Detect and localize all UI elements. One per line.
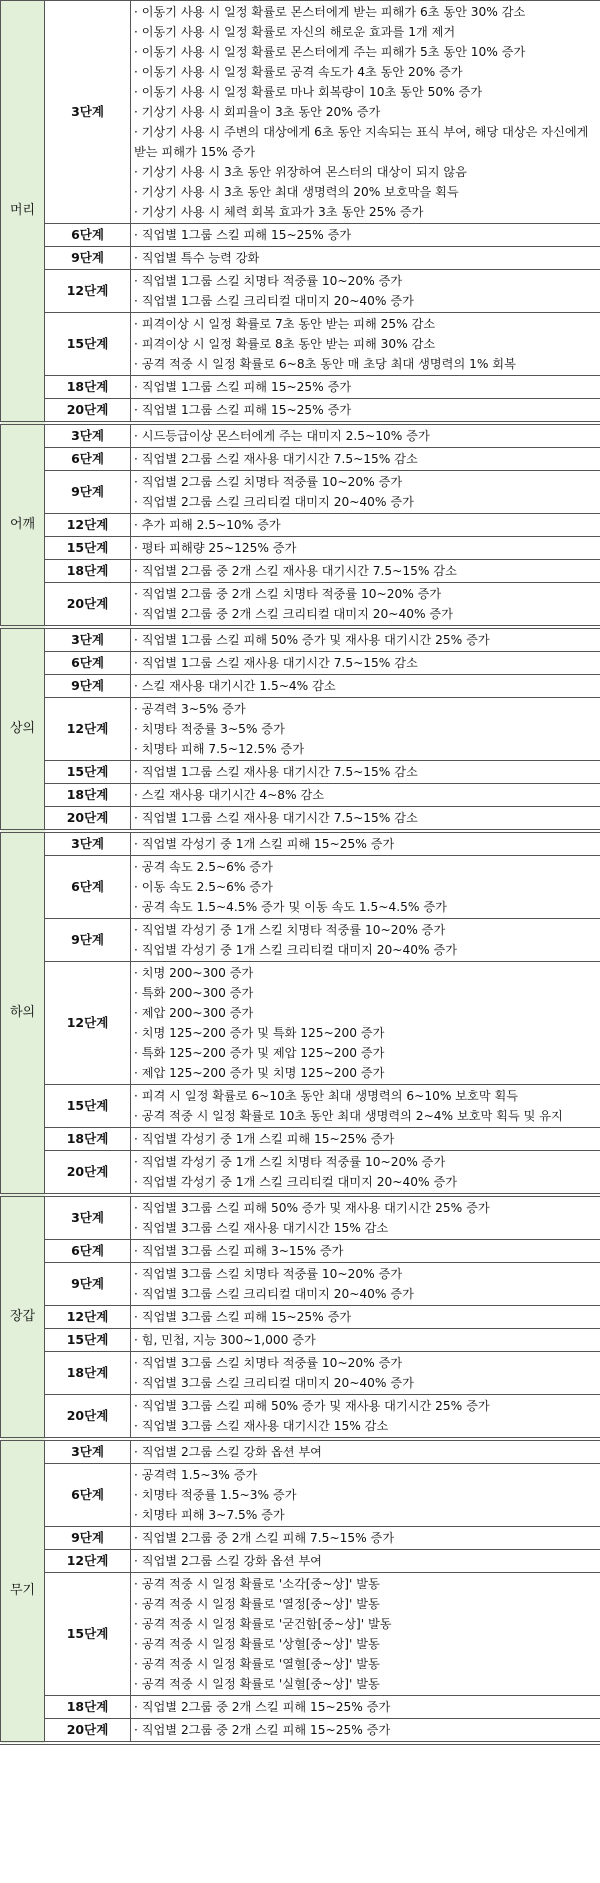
effect-line: · 직업별 2그룹 스킬 크리티컬 대미지 20~40% 증가 [134, 495, 414, 509]
effect-line: · 직업별 1그룹 스킬 재사용 대기시간 7.5~15% 감소 [134, 765, 418, 779]
effect-line: · 제압 200~300 증가 [134, 1006, 254, 1020]
table-row [1, 1329, 600, 1352]
effects-cell [131, 1329, 600, 1352]
enhancement-level: 18단계 [45, 1696, 131, 1719]
enhancement-level: 15단계 [45, 1085, 131, 1128]
table-row [1, 1085, 600, 1128]
enhancement-level: 18단계 [45, 1128, 131, 1151]
effect-line: · 직업별 2그룹 스킬 치명타 적중률 10~20% 증가 [134, 475, 403, 489]
table-row [1, 270, 600, 313]
table-row [1, 1151, 600, 1196]
effect-line: · 직업별 3그룹 스킬 크리티컬 대미지 20~40% 증가 [134, 1287, 414, 1301]
effects-cell [131, 1352, 600, 1395]
effect-line: · 치명타 적중률 3~5% 증가 [134, 722, 285, 736]
enhancement-level: 18단계 [45, 784, 131, 807]
enhancement-level: 15단계 [45, 1329, 131, 1352]
effect-line: · 직업별 2그룹 스킬 재사용 대기시간 7.5~15% 감소 [134, 452, 418, 466]
effect-line: · 공격 적중 시 일정 확률로 '소각[중~상]' 발동 [134, 1577, 380, 1591]
effects-cell [131, 1439, 600, 1464]
effect-line: · 직업별 각성기 중 1개 스킬 크리티컬 대미지 20~40% 증가 [134, 1175, 457, 1189]
effect-line: · 직업별 2그룹 중 2개 스킬 크리티컬 대미지 20~40% 증가 [134, 607, 453, 621]
enhancement-level: 15단계 [45, 761, 131, 784]
table-row [1, 537, 600, 560]
effect-line: · 직업별 3그룹 스킬 재사용 대기시간 15% 감소 [134, 1419, 389, 1433]
enhancement-level: 20단계 [45, 1719, 131, 1744]
effect-line: · 기상기 사용 시 주변의 대상에게 6초 동안 지속되는 표식 부여, 해당 대상은 자신에게 받는 피해가 15% 증가 [134, 125, 589, 159]
effect-line: · 피격이상 시 일정 확률로 7초 동안 받는 피해 25% 감소 [134, 317, 436, 331]
table-row [1, 1263, 600, 1306]
table-row [1, 1439, 600, 1464]
effect-line: · 직업별 2그룹 중 2개 스킬 치명타 적중률 10~20% 증가 [134, 587, 442, 601]
effect-line: · 스킬 재사용 대기시간 1.5~4% 감소 [134, 679, 336, 693]
effects-cell [131, 784, 600, 807]
effects-cell [131, 1395, 600, 1440]
effect-line: · 직업별 각성기 중 1개 스킬 크리티컬 대미지 20~40% 증가 [134, 943, 457, 957]
table-row [1, 831, 600, 856]
enhancement-level: 18단계 [45, 376, 131, 399]
effects-cell [131, 1696, 600, 1719]
effects-cell [131, 1195, 600, 1240]
enhancement-level: 9단계 [45, 247, 131, 270]
effects-cell [131, 583, 600, 628]
effect-line: · 이동 속도 2.5~6% 증가 [134, 880, 273, 894]
effect-line: · 공격 속도 2.5~6% 증가 [134, 860, 273, 874]
table-row [1, 1352, 600, 1395]
effects-cell [131, 761, 600, 784]
effects-cell [131, 1306, 600, 1329]
table-row [1, 448, 600, 471]
effect-line: · 이동기 사용 시 일정 확률로 몬스터에게 받는 피해가 6초 동안 30% 감소 [134, 5, 526, 19]
effects-cell [131, 247, 600, 270]
effects-cell [131, 652, 600, 675]
table-row [1, 583, 600, 628]
effects-cell [131, 376, 600, 399]
equipment-group [1, 1, 600, 424]
effect-line: · 직업별 각성기 중 1개 스킬 피해 15~25% 증가 [134, 837, 395, 851]
enhancement-level: 20단계 [45, 1151, 131, 1196]
effect-line: · 기상기 사용 시 3초 동안 최대 생명력의 20% 보호막을 획득 [134, 185, 459, 199]
equipment-part-label: 무기 [1, 1439, 45, 1743]
equipment-part-label: 머리 [1, 1, 45, 424]
effects-cell [131, 627, 600, 652]
effects-cell [131, 1263, 600, 1306]
equipment-group [1, 627, 600, 831]
enhancement-level: 3단계 [45, 1195, 131, 1240]
table-row [1, 514, 600, 537]
effects-cell [131, 1573, 600, 1696]
effect-line: · 직업별 1그룹 스킬 치명타 적중률 10~20% 증가 [134, 274, 403, 288]
enhancement-level: 3단계 [45, 1, 131, 224]
effects-cell [131, 1527, 600, 1550]
effects-cell [131, 1550, 600, 1573]
effect-line: · 직업별 1그룹 스킬 피해 15~25% 증가 [134, 403, 352, 417]
effect-line: · 직업별 3그룹 스킬 크리티컬 대미지 20~40% 증가 [134, 1376, 414, 1390]
effect-line: · 공격력 1.5~3% 증가 [134, 1468, 258, 1482]
effect-line: · 이동기 사용 시 일정 확률로 공격 속도가 4초 동안 20% 증가 [134, 65, 463, 79]
effect-line: · 스킬 재사용 대기시간 4~8% 감소 [134, 788, 325, 802]
table-row [1, 1573, 600, 1696]
table-row [1, 224, 600, 247]
effect-line: · 공격 적중 시 일정 확률로 '상혈[중~상]' 발동 [134, 1637, 380, 1651]
table-row [1, 247, 600, 270]
effect-line: · 공격 적중 시 일정 확률로 '열혈[중~상]' 발동 [134, 1657, 380, 1671]
table-row [1, 313, 600, 376]
table-row [1, 376, 600, 399]
effects-cell [131, 1719, 600, 1744]
effects-cell [131, 1240, 600, 1263]
enhancement-level: 3단계 [45, 423, 131, 448]
table-row [1, 627, 600, 652]
effect-line: · 직업별 2그룹 스킬 강화 옵션 부여 [134, 1445, 322, 1459]
effects-cell [131, 856, 600, 919]
effect-line: · 제압 125~200 증가 및 치명 125~200 증가 [134, 1066, 385, 1080]
effect-line: · 직업별 3그룹 스킬 치명타 적중률 10~20% 증가 [134, 1267, 403, 1281]
effect-line: · 직업별 2그룹 중 2개 스킬 피해 15~25% 증가 [134, 1723, 391, 1737]
effect-line: · 공격 적중 시 일정 확률로 '실혈[중~상]' 발동 [134, 1677, 380, 1691]
effect-line: · 기상기 사용 시 체력 회복 효과가 3초 동안 25% 증가 [134, 205, 424, 219]
enhancement-level: 18단계 [45, 1352, 131, 1395]
effect-line: · 공격 적중 시 일정 확률로 '굳건함[중~상]' 발동 [134, 1617, 392, 1631]
enhancement-level: 9단계 [45, 675, 131, 698]
table-row [1, 1527, 600, 1550]
table-row [1, 761, 600, 784]
effect-line: · 특화 125~200 증가 및 제압 125~200 증가 [134, 1046, 385, 1060]
enhancement-level: 6단계 [45, 1464, 131, 1527]
enhancement-level: 6단계 [45, 856, 131, 919]
effects-cell [131, 270, 600, 313]
effect-line: · 힘, 민첩, 지능 300~1,000 증가 [134, 1333, 316, 1347]
table-row [1, 1240, 600, 1263]
effect-line: · 직업별 1그룹 스킬 피해 15~25% 증가 [134, 228, 352, 242]
enhancement-level: 9단계 [45, 919, 131, 962]
effect-line: · 직업별 3그룹 스킬 피해 50% 증가 및 재사용 대기시간 25% 증가 [134, 1201, 490, 1215]
effect-line: · 치명 125~200 증가 및 특화 125~200 증가 [134, 1026, 385, 1040]
enhancement-level: 3단계 [45, 627, 131, 652]
table-row [1, 1464, 600, 1527]
effects-cell [131, 448, 600, 471]
table-row [1, 675, 600, 698]
effect-line: · 특화 200~300 증가 [134, 986, 254, 1000]
effects-cell [131, 224, 600, 247]
effects-cell [131, 471, 600, 514]
enhancement-level: 12단계 [45, 1550, 131, 1573]
enhancement-level: 12단계 [45, 514, 131, 537]
enhancement-level: 6단계 [45, 448, 131, 471]
effect-line: · 치명타 피해 3~7.5% 증가 [134, 1508, 285, 1522]
effect-line: · 직업별 각성기 중 1개 스킬 치명타 적중률 10~20% 증가 [134, 1155, 446, 1169]
enhancement-level: 20단계 [45, 399, 131, 424]
effect-line: · 직업별 3그룹 스킬 피해 50% 증가 및 재사용 대기시간 25% 증가 [134, 1399, 490, 1413]
enhancement-level: 15단계 [45, 313, 131, 376]
table-row [1, 1395, 600, 1440]
effect-line: · 직업별 2그룹 스킬 강화 옵션 부여 [134, 1554, 322, 1568]
effect-line: · 공격 적중 시 일정 확률로 6~8초 동안 매 초당 최대 생명력의 1% 회복 [134, 357, 516, 371]
effects-cell [131, 698, 600, 761]
effect-line: · 직업별 1그룹 스킬 피해 50% 증가 및 재사용 대기시간 25% 증가 [134, 633, 490, 647]
effects-cell [131, 919, 600, 962]
table-row [1, 784, 600, 807]
effects-cell [131, 962, 600, 1085]
effect-line: · 직업별 1그룹 스킬 피해 15~25% 증가 [134, 380, 352, 394]
table-row [1, 919, 600, 962]
effect-line: · 기상기 사용 시 3초 동안 위장하여 몬스터의 대상이 되지 않음 [134, 165, 467, 179]
effects-cell [131, 1128, 600, 1151]
effect-line: · 직업별 2그룹 중 2개 스킬 피해 7.5~15% 증가 [134, 1531, 395, 1545]
equipment-group [1, 831, 600, 1195]
effect-line: · 공격력 3~5% 증가 [134, 702, 246, 716]
effect-line: · 공격 적중 시 일정 확률로 '열정[중~상]' 발동 [134, 1597, 380, 1611]
effect-line: · 직업별 각성기 중 1개 스킬 치명타 적중률 10~20% 증가 [134, 923, 446, 937]
table-row [1, 1, 600, 224]
effect-line: · 공격 적중 시 일정 확률로 10초 동안 최대 생명력의 2~4% 보호막 획득 및 유지 [134, 1109, 563, 1123]
equipment-part-label: 상의 [1, 627, 45, 831]
table-row [1, 423, 600, 448]
effect-line: · 이동기 사용 시 일정 확률로 마나 회복량이 10초 동안 50% 증가 [134, 85, 483, 99]
enhancement-level: 3단계 [45, 1439, 131, 1464]
effect-line: · 직업별 2그룹 중 2개 스킬 재사용 대기시간 7.5~15% 감소 [134, 564, 457, 578]
effect-line: · 직업별 특수 능력 강화 [134, 251, 260, 265]
enhancement-level: 12단계 [45, 698, 131, 761]
table-row [1, 560, 600, 583]
equipment-group [1, 1195, 600, 1439]
enhancement-level: 15단계 [45, 537, 131, 560]
equipment-part-label: 장갑 [1, 1195, 45, 1439]
enhancement-level: 9단계 [45, 1527, 131, 1550]
table-row [1, 1195, 600, 1240]
effect-line: · 직업별 각성기 중 1개 스킬 피해 15~25% 증가 [134, 1132, 395, 1146]
effect-line: · 치명타 적중률 1.5~3% 증가 [134, 1488, 297, 1502]
effect-line: · 직업별 1그룹 스킬 재사용 대기시간 7.5~15% 감소 [134, 811, 418, 825]
effect-line: · 직업별 3그룹 스킬 재사용 대기시간 15% 감소 [134, 1221, 389, 1235]
enhancement-level: 18단계 [45, 560, 131, 583]
table-row [1, 471, 600, 514]
effect-line: · 이동기 사용 시 일정 확률로 자신의 해로운 효과를 1개 제거 [134, 25, 456, 39]
table-row [1, 1719, 600, 1744]
effects-cell [131, 313, 600, 376]
effect-line: · 이동기 사용 시 일정 확률로 몬스터에게 주는 피해가 5초 동안 10% 증가 [134, 45, 526, 59]
equipment-part-label: 하의 [1, 831, 45, 1195]
effect-line: · 추가 피해 2.5~10% 증가 [134, 518, 281, 532]
table-row [1, 856, 600, 919]
effect-line: · 직업별 3그룹 스킬 피해 3~15% 증가 [134, 1244, 344, 1258]
effects-cell [131, 675, 600, 698]
effect-line: · 치명 200~300 증가 [134, 966, 254, 980]
table-row [1, 962, 600, 1085]
effects-cell [131, 807, 600, 832]
table-row [1, 1306, 600, 1329]
effects-cell [131, 560, 600, 583]
table-row [1, 807, 600, 832]
enhancement-level: 6단계 [45, 652, 131, 675]
effect-line: · 공격 속도 1.5~4.5% 증가 및 이동 속도 1.5~4.5% 증가 [134, 900, 447, 914]
effects-cell [131, 831, 600, 856]
enhancement-level: 15단계 [45, 1573, 131, 1696]
table-row [1, 698, 600, 761]
effect-line: · 피격 시 일정 확률로 6~10초 동안 최대 생명력의 6~10% 보호막 획득 [134, 1089, 519, 1103]
table-row [1, 1128, 600, 1151]
effect-line: · 피격이상 시 일정 확률로 8초 동안 받는 피해 30% 감소 [134, 337, 436, 351]
effect-line: · 치명타 피해 7.5~12.5% 증가 [134, 742, 305, 756]
enhancement-level: 9단계 [45, 471, 131, 514]
effects-cell [131, 423, 600, 448]
enhancement-level: 12단계 [45, 1306, 131, 1329]
table-row [1, 399, 600, 424]
effect-line: · 직업별 3그룹 스킬 피해 15~25% 증가 [134, 1310, 352, 1324]
enhancement-level: 6단계 [45, 1240, 131, 1263]
effects-cell [131, 1151, 600, 1196]
enhancement-level: 6단계 [45, 224, 131, 247]
effect-line: · 직업별 3그룹 스킬 치명타 적중률 10~20% 증가 [134, 1356, 403, 1370]
effects-cell [131, 514, 600, 537]
effects-cell [131, 1085, 600, 1128]
enhancement-level: 20단계 [45, 1395, 131, 1440]
effect-line: · 평타 피해량 25~125% 증가 [134, 541, 297, 555]
effect-line: · 직업별 2그룹 중 2개 스킬 피해 15~25% 증가 [134, 1700, 391, 1714]
table-row [1, 652, 600, 675]
effect-line: · 기상기 사용 시 회피율이 3초 동안 20% 증가 [134, 105, 381, 119]
effects-cell [131, 399, 600, 424]
equipment-group [1, 1439, 600, 1743]
effects-cell [131, 1464, 600, 1527]
effect-line: · 직업별 1그룹 스킬 크리티컬 대미지 20~40% 증가 [134, 294, 414, 308]
enhancement-level: 20단계 [45, 583, 131, 628]
enhancement-level: 3단계 [45, 831, 131, 856]
effect-line: · 시드등급이상 몬스터에게 주는 대미지 2.5~10% 증가 [134, 429, 430, 443]
enhancement-level: 20단계 [45, 807, 131, 832]
table-row [1, 1550, 600, 1573]
effect-line: · 직업별 1그룹 스킬 재사용 대기시간 7.5~15% 감소 [134, 656, 418, 670]
enhancement-level: 9단계 [45, 1263, 131, 1306]
enhancement-level: 12단계 [45, 270, 131, 313]
enhancement-level: 12단계 [45, 962, 131, 1085]
equipment-group [1, 423, 600, 627]
equipment-part-label: 어깨 [1, 423, 45, 627]
effects-cell [131, 1, 600, 224]
table-row [1, 1696, 600, 1719]
effects-cell [131, 537, 600, 560]
